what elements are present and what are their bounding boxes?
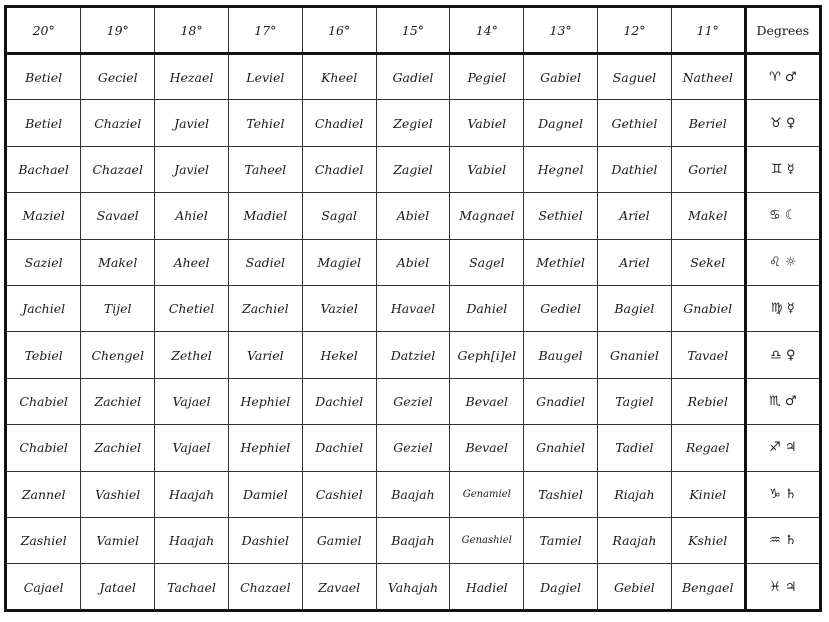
angel-name-cell: Kshiel [671,517,745,563]
angel-name-cell: Betiel [7,54,81,100]
angel-name-cell: Rebiel [671,378,745,424]
table-row [7,146,819,192]
angel-name-cell: Hekel [302,332,376,378]
header-degree-11: 11° [671,8,745,54]
angel-name-cell: Gnadiel [524,378,598,424]
angel-name-cell: Abiel [376,239,450,285]
angel-name-cell: Gnabiel [671,285,745,331]
angel-name-cell: Cashiel [302,471,376,517]
table-row [7,517,819,563]
angel-name-cell: Jatael [81,564,155,610]
angel-degrees-table-frame [4,5,822,612]
angel-name-cell: Gamiel [302,517,376,563]
angel-name-cell: Gediel [524,285,598,331]
angel-name-cell: Beriel [671,100,745,146]
angel-name-cell: Sadiel [228,239,302,285]
angel-name-cell: Ariel [598,239,672,285]
angel-name-cell: Magnael [450,193,524,239]
angel-name-cell: Chengel [81,332,155,378]
angel-name-cell: Baugel [524,332,598,378]
table-row [7,425,819,471]
table-body [7,54,819,611]
angel-name-cell: Natheel [671,54,745,100]
angel-name-cell: Regael [671,425,745,471]
angel-name-cell: Gnahiel [524,425,598,471]
angel-name-cell: Bevael [450,378,524,424]
angel-name-cell: Savael [81,193,155,239]
table-row [7,54,819,100]
angel-name-cell: Pegiel [450,54,524,100]
angel-name-cell: Ariel [598,193,672,239]
header-row [7,8,819,54]
angel-name-cell: Vajael [155,378,229,424]
angel-name-cell: Gadiel [376,54,450,100]
angel-name-cell: Javiel [155,100,229,146]
angel-name-cell: Datziel [376,332,450,378]
angel-name-cell: Variel [228,332,302,378]
zodiac-planet-symbol-cell: ♐ ♃ [745,425,819,471]
angel-name-cell: Tashiel [524,471,598,517]
angel-name-cell: Saguel [598,54,672,100]
angel-name-cell: Vabiel [450,146,524,192]
angel-name-cell: Zegiel [376,100,450,146]
table-row [7,378,819,424]
angel-name-cell: Havael [376,285,450,331]
angel-name-cell: Dashiel [228,517,302,563]
angel-name-cell: Zachiel [81,378,155,424]
angel-name-cell: Gnaniel [598,332,672,378]
angel-name-cell: Tagiel [598,378,672,424]
angel-name-cell: Javiel [155,146,229,192]
angel-name-cell: Taheel [228,146,302,192]
angel-name-cell: Chazael [228,564,302,610]
angel-name-cell: Aheel [155,239,229,285]
angel-name-cell: Baajah [376,471,450,517]
angel-name-cell: Tadiel [598,425,672,471]
zodiac-planet-symbol-cell: ♓ ♃ [745,564,819,610]
angel-name-cell: Hezael [155,54,229,100]
angel-name-cell: Chazael [81,146,155,192]
angel-name-cell: Sethiel [524,193,598,239]
angel-name-cell: Hephiel [228,425,302,471]
angel-name-cell: Chadiel [302,146,376,192]
angel-name-cell: Hadiel [450,564,524,610]
zodiac-planet-symbol-cell: ♑ ♄ [745,471,819,517]
header-degree-20: 20° [7,8,81,54]
angel-name-cell: Baajah [376,517,450,563]
zodiac-planet-symbol-cell: ♊ ☿ [745,146,819,192]
angel-name-cell: Gabiel [524,54,598,100]
angel-name-cell: Vabiel [450,100,524,146]
angel-name-cell: Chabiel [7,425,81,471]
angel-name-cell: Geziel [376,378,450,424]
angel-name-cell: Haajah [155,517,229,563]
table-row [7,193,819,239]
angel-name-cell: Dagiel [524,564,598,610]
angel-name-cell: Dahiel [450,285,524,331]
angel-name-cell: Zagiel [376,146,450,192]
angel-name-cell: Madiel [228,193,302,239]
angel-name-cell: Vamiel [81,517,155,563]
table-row [7,471,819,517]
angel-name-cell: Tavael [671,332,745,378]
angel-name-cell: Makel [671,193,745,239]
angel-name-cell: Bevael [450,425,524,471]
zodiac-planet-symbol-cell: ♈ ♂ [745,54,819,100]
table-row [7,564,819,610]
angel-name-cell: Zachiel [228,285,302,331]
header-degree-15: 15° [376,8,450,54]
angel-name-cell: Goriel [671,146,745,192]
angel-name-cell: Bengael [671,564,745,610]
angel-name-cell: Zachiel [81,425,155,471]
angel-degrees-table [7,8,819,610]
angel-name-cell: Dachiel [302,378,376,424]
zodiac-planet-symbol-cell: ♋ ☾ [745,193,819,239]
angel-name-cell: Bagiel [598,285,672,331]
angel-name-cell: Gethiel [598,100,672,146]
angel-name-cell: Chetiel [155,285,229,331]
angel-name-cell: Kheel [302,54,376,100]
angel-name-cell: Geph[i]el [450,332,524,378]
angel-name-cell: Chaziel [81,100,155,146]
header-degree-14: 14° [450,8,524,54]
zodiac-planet-symbol-cell: ♍ ☿ [745,285,819,331]
angel-name-cell: Maziel [7,193,81,239]
angel-name-cell: Vashiel [81,471,155,517]
angel-name-cell: Tebiel [7,332,81,378]
angel-name-cell: Dagnel [524,100,598,146]
table-row [7,285,819,331]
angel-name-cell: Tehiel [228,100,302,146]
zodiac-planet-symbol-cell: ♎ ♀ [745,332,819,378]
angel-name-cell: Magiel [302,239,376,285]
angel-name-cell: Geciel [81,54,155,100]
angel-name-cell: Gebiel [598,564,672,610]
angel-name-cell: Saziel [7,239,81,285]
angel-name-cell: Tachael [155,564,229,610]
angel-name-cell: Hegnel [524,146,598,192]
angel-name-cell: Zannel [7,471,81,517]
table-row [7,332,819,378]
angel-name-cell: Haajah [155,471,229,517]
zodiac-planet-symbol-cell: ♌ ☼ [745,239,819,285]
angel-name-cell: Bachael [7,146,81,192]
header-degree-12: 12° [598,8,672,54]
angel-name-cell: Abiel [376,193,450,239]
header-degree-17: 17° [228,8,302,54]
header-degree-19: 19° [81,8,155,54]
angel-name-cell: Tijel [81,285,155,331]
header-degree-18: 18° [155,8,229,54]
angel-name-cell: Chabiel [7,378,81,424]
angel-name-cell: Dachiel [302,425,376,471]
angel-name-cell: Jachiel [7,285,81,331]
angel-name-cell: Raajah [598,517,672,563]
header-degrees-label: Degrees [745,8,819,54]
angel-name-cell: Tamiel [524,517,598,563]
angel-name-cell: Kiniel [671,471,745,517]
angel-name-cell: Damiel [228,471,302,517]
angel-name-cell: Hephiel [228,378,302,424]
angel-name-cell: Chadiel [302,100,376,146]
zodiac-planet-symbol-cell: ♏ ♂ [745,378,819,424]
angel-name-cell: Zashiel [7,517,81,563]
angel-name-cell: Sekel [671,239,745,285]
angel-name-cell: Leviel [228,54,302,100]
angel-name-cell: Zethel [155,332,229,378]
angel-name-cell: Dathiel [598,146,672,192]
angel-name-cell: Makel [81,239,155,285]
angel-name-cell: Sagel [450,239,524,285]
angel-name-cell: Genashiel [450,517,524,563]
angel-name-cell: Methiel [524,239,598,285]
angel-name-cell: Vajael [155,425,229,471]
angel-name-cell: Ahiel [155,193,229,239]
angel-name-cell: Betiel [7,100,81,146]
zodiac-planet-symbol-cell: ♒ ♄ [745,517,819,563]
table-row [7,100,819,146]
angel-name-cell: Vahajah [376,564,450,610]
header-degree-16: 16° [302,8,376,54]
angel-name-cell: Geziel [376,425,450,471]
angel-name-cell: Zavael [302,564,376,610]
angel-name-cell: Cajael [7,564,81,610]
angel-name-cell: Sagal [302,193,376,239]
angel-name-cell: Vaziel [302,285,376,331]
header-degree-13: 13° [524,8,598,54]
table-row [7,239,819,285]
zodiac-planet-symbol-cell: ♉ ♀ [745,100,819,146]
angel-name-cell: Riajah [598,471,672,517]
angel-name-cell: Genamiel [450,471,524,517]
